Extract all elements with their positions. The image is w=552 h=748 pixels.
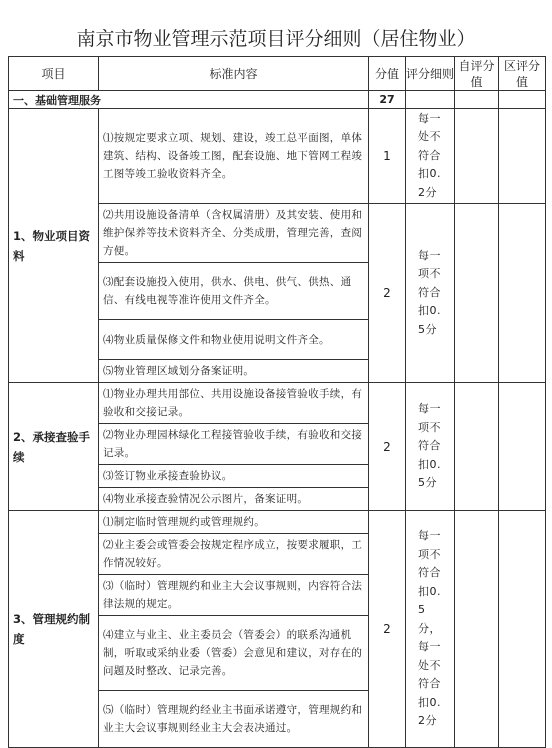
table-row — [9, 383, 546, 424]
item-score: 1 — [369, 109, 406, 204]
criterion: ⑶签订物业承接查验协议。 — [99, 465, 369, 488]
section-row — [9, 91, 546, 109]
self-score-cell[interactable] — [455, 511, 499, 748]
self-score-cell[interactable] — [455, 204, 499, 383]
criterion: ⑷物业承接查验情况公示图片，备案证明。 — [99, 488, 369, 511]
item-score: 2 — [369, 511, 406, 748]
criterion: ⑴制定临时管理规约或管理规约。 — [99, 511, 369, 534]
header-row — [9, 57, 546, 91]
page-title: 南京市物业管理示范项目评分细则（居住物业） — [76, 28, 476, 50]
item-name: 3、管理规约制度 — [9, 511, 99, 748]
district-score-cell[interactable] — [499, 204, 546, 383]
criterion: ⑸物业管理区域划分备案证明。 — [99, 360, 369, 383]
table-row — [9, 511, 546, 534]
header-score: 分值 — [369, 57, 406, 91]
section-score: 27 — [369, 91, 406, 109]
table-row — [9, 109, 546, 204]
criterion: ⑶配套设施投入使用，供水、供电、供气、供热、通信、有线电视等准许使用文件齐全。 — [99, 263, 369, 320]
section-name: 一、基础管理服务 — [9, 91, 369, 109]
header-self-score: 自评分值 — [455, 57, 499, 91]
criterion: ⑸（临时）管理规约经业主书面承诺遵守，管理规约和业主大会议事规则经业主大会表决通过。 — [99, 691, 369, 748]
item-score: 2 — [369, 383, 406, 511]
scoring-rule: 每一项不符合扣0.5分 — [406, 204, 455, 383]
header-rule: 评分细则 — [406, 57, 455, 91]
criterion: ⑵共用设施设备清单（含权属清册）及其安装、使用和维护保养等技术资料齐全、分类成册，管理完善，查阅方便。 — [99, 204, 369, 263]
criterion: ⑷物业质量保修文件和物业使用说明文件齐全。 — [99, 320, 369, 360]
criterion: ⑶（临时）管理规约和业主大会议事规则，内容符合法律法规的规定。 — [99, 575, 369, 616]
criterion: ⑷建立与业主、业主委员会（管委会）的联系沟通机制，听取或采纳业委（管委）会意见和建议，对存在的问题及时整改、记录完善。 — [99, 616, 369, 691]
header-district-score: 区评分值 — [499, 57, 546, 91]
header-item: 项目 — [9, 57, 99, 91]
scoring-table — [8, 56, 546, 748]
criterion: ⑴按规定要求立项、规划、建设，竣工总平面图，单体建筑、结构、设备竣工图，配套设施、地下管网工程竣工图等竣工验收资料齐全。 — [99, 109, 369, 204]
district-score-cell[interactable] — [499, 109, 546, 204]
district-score-cell[interactable] — [499, 383, 546, 511]
scoring-rule: 每一项不符合扣0.5分 — [406, 383, 455, 511]
item-score: 2 — [369, 204, 406, 383]
item-name: 2、承接查验手续 — [9, 383, 99, 511]
district-score-cell[interactable] — [499, 511, 546, 748]
header-standard: 标准内容 — [99, 57, 369, 91]
self-score-cell[interactable] — [455, 109, 499, 204]
scoring-rule: 每一处不符合扣0.2分 — [406, 109, 455, 204]
item-name: 1、物业项目资料 — [9, 109, 99, 383]
criterion: ⑴物业办理共用部位、共用设施设备接管验收手续，有验收和交接记录。 — [99, 383, 369, 424]
criterion: ⑵物业办理园林绿化工程接管验收手续，有验收和交接记录。 — [99, 424, 369, 465]
criterion: ⑵业主委会或管委会按规定程序成立，按要求履职，工作情况较好。 — [99, 534, 369, 575]
self-score-cell[interactable] — [455, 383, 499, 511]
scoring-rule: 每一项不符合扣0.5分，每一处不符合扣0.2分 — [406, 511, 455, 748]
